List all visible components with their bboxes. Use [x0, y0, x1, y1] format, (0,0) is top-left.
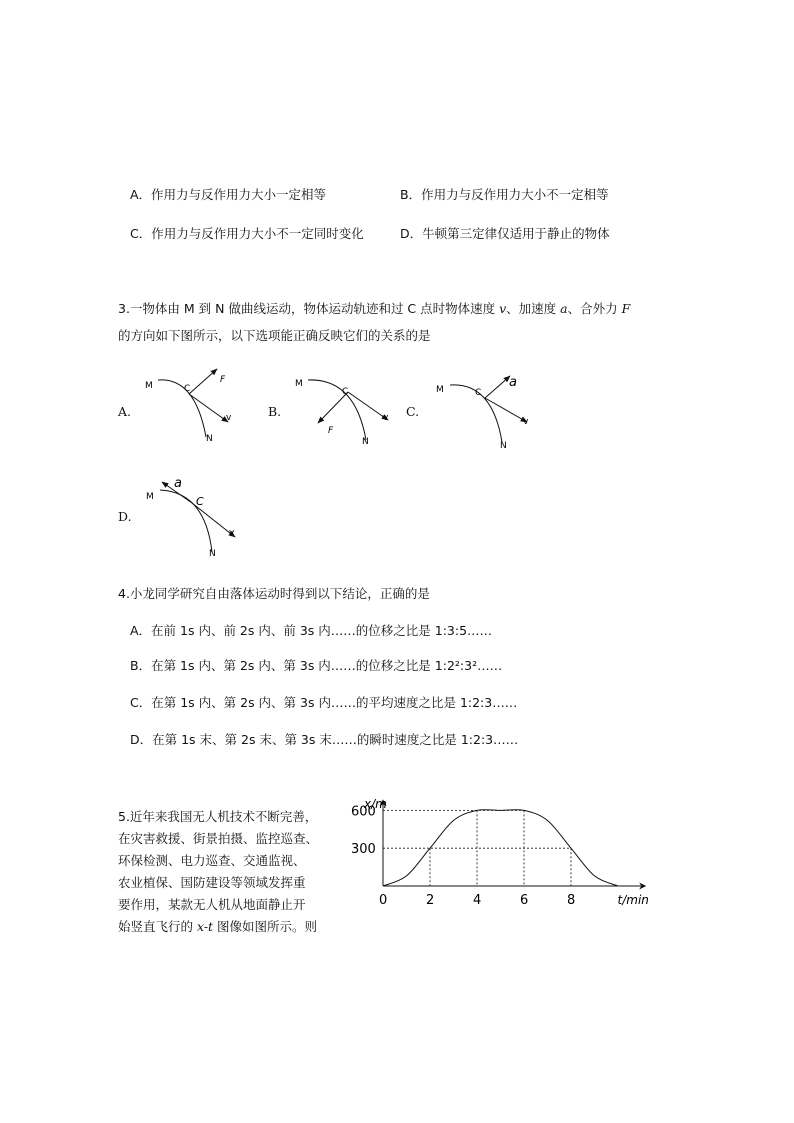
label-m: M — [146, 492, 154, 502]
q2-option-d: D．牛顿第三定律仅适用于静止的物体 — [400, 226, 610, 241]
trajectory-curve — [158, 380, 206, 437]
label-c: C — [184, 384, 191, 394]
label-m: M — [145, 381, 153, 391]
label-v: v — [383, 413, 389, 423]
q3-option-d-letter: D. — [118, 509, 132, 524]
q3-diagram-b — [290, 368, 400, 448]
velocity-arrow — [189, 394, 228, 422]
label-f: F — [328, 426, 334, 436]
q3-option-c-letter: C. — [406, 404, 420, 419]
x-tick-label: 2 — [426, 893, 435, 908]
q4-option-b: B．在第 1s 内、第 2s 内、第 3s 内……的位移之比是 1:2²:3²…… — [130, 658, 503, 673]
trajectory-curve — [308, 380, 366, 440]
q3-option-b-letter: B. — [268, 404, 282, 419]
y-axis-label: x/m — [364, 797, 387, 811]
q5-stem — [118, 806, 350, 938]
q3-stem-line1 — [118, 301, 630, 317]
label-n: N — [500, 441, 507, 451]
q3-var-v: v — [499, 301, 507, 316]
x-axis-label: t/min — [617, 893, 649, 907]
q5-line-1: 5.近年来我国无人机技术不断完善， — [118, 809, 318, 824]
q5-line-5: 要作用，某款无人机从地面静止开 — [118, 897, 306, 912]
q3-stem-line2: 的方向如下图所示，以下选项能正确反映它们的关系的是 — [118, 328, 431, 343]
velocity-arrow — [485, 398, 527, 422]
x-tick-label: 4 — [473, 893, 482, 908]
label-n: N — [209, 549, 216, 559]
q3-var-a: a — [560, 301, 568, 316]
label-f: F — [220, 375, 226, 385]
label-c: C — [342, 387, 349, 397]
q3-var-f: F — [621, 301, 631, 316]
q5-line-4: 农业植保、国防建设等领域发挥重 — [118, 875, 306, 890]
label-c: C — [196, 495, 204, 508]
label-m: M — [295, 379, 303, 389]
q5-line-6-b: 图像如图所示。则 — [213, 919, 318, 934]
q3-stem-part: 3.一物体由 M 到 N 做曲线运动，物体运动轨迹和过 C 点时物体速度 — [118, 301, 500, 316]
velocity-arrow — [348, 392, 388, 420]
q3-diagram-d — [140, 472, 250, 557]
y-tick-label: 300 — [351, 842, 376, 858]
label-v: v — [229, 528, 235, 538]
q5-line-6 — [118, 916, 350, 938]
label-n: N — [206, 434, 213, 444]
q5-line-3: 环保检测、电力巡查、交通监视、 — [118, 853, 306, 868]
q3-option-a-letter: A. — [118, 404, 132, 419]
y-tick-label: 600 — [351, 804, 376, 820]
q3-diagram-a — [140, 365, 250, 445]
x-tick-label: 0 — [379, 893, 388, 908]
q3-stem-sep2: 、合外力 — [567, 301, 622, 316]
xt-chart — [340, 792, 670, 917]
label-n: N — [362, 437, 369, 447]
label-v: v — [523, 417, 529, 427]
q2-option-c: C．作用力与反作用力大小不一定同时变化 — [130, 226, 364, 241]
q5-line-6-a: 始竖直飞行的 — [118, 919, 197, 934]
q2-option-b: B．作用力与反作用力大小不一定相等 — [400, 187, 609, 202]
label-a: a — [509, 375, 517, 390]
label-v: v — [226, 413, 232, 423]
x-tick-label: 6 — [520, 893, 529, 908]
q4-stem: 4.小龙同学研究自由落体运动时得到以下结论，正确的是 — [118, 586, 430, 601]
q4-option-a: A．在前 1s 内、前 2s 内、前 3s 内……的位移之比是 1:3:5…… — [130, 623, 493, 638]
q5-line-2: 在灾害救援、街景拍摄、监控巡查、 — [118, 831, 319, 846]
label-m: M — [436, 385, 444, 395]
q4-option-c: C．在第 1s 内、第 2s 内、第 3s 内……的平均速度之比是 1:2:3…… — [130, 695, 518, 710]
q2-option-a: A．作用力与反作用力大小一定相等 — [130, 187, 327, 202]
x-tick-label: 8 — [567, 893, 576, 908]
label-a: a — [174, 476, 182, 491]
label-c: C — [475, 388, 482, 398]
acceleration-arrow — [485, 376, 510, 398]
q3-stem-sep1: 、加速度 — [506, 301, 561, 316]
q4-option-d: D．在第 1s 末、第 2s 末、第 3s 末……的瞬时速度之比是 1:2:3…… — [130, 732, 519, 747]
q5-var-xt: x-t — [196, 919, 214, 934]
q3-diagram-c — [430, 370, 540, 450]
force-arrow — [189, 369, 217, 394]
